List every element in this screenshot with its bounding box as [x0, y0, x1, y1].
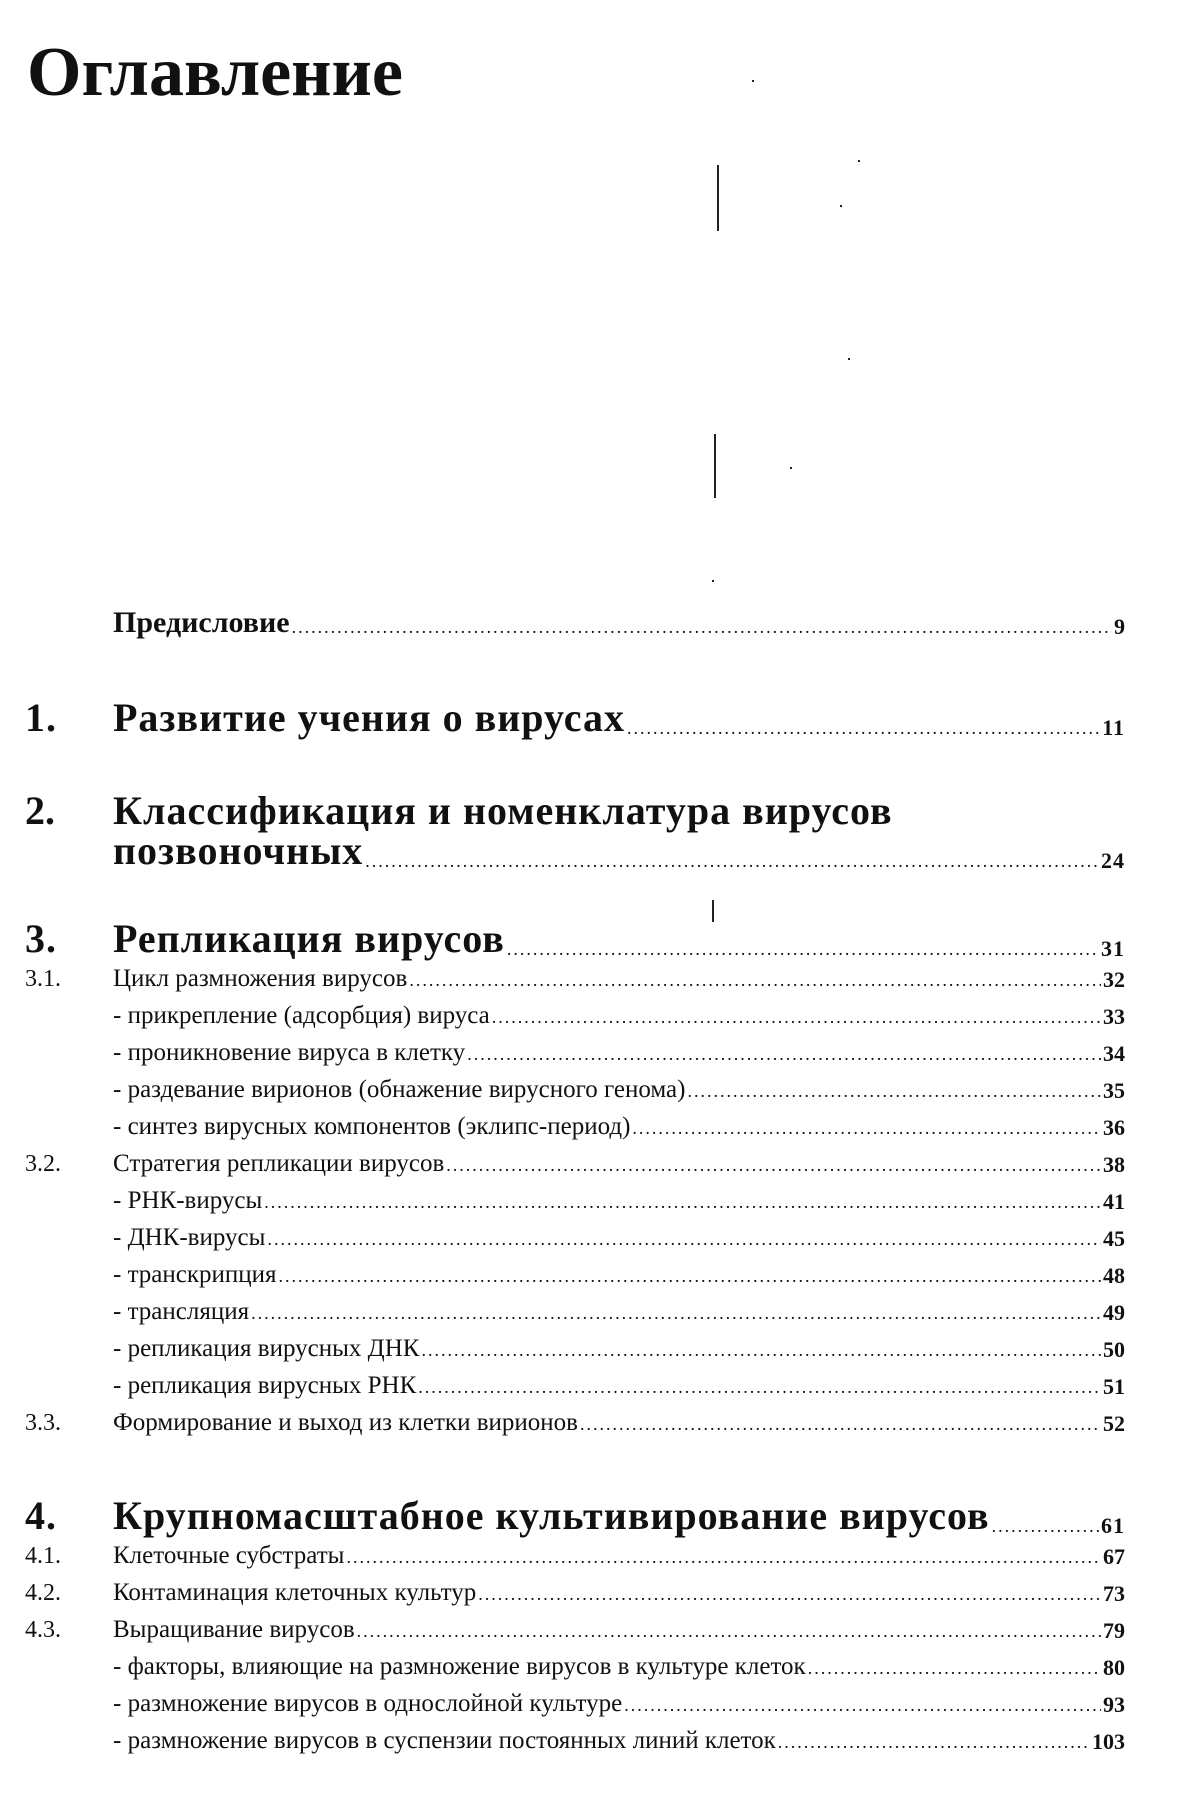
toc-subentry[interactable] — [25, 1335, 1125, 1363]
scan-artifact-dot — [752, 80, 754, 82]
scan-artifact-dot — [790, 467, 792, 469]
toc-entry-title: Формирование и выход из клетки вирионов — [113, 1409, 578, 1436]
toc-entry-title: - размножение вирусов в однослойной культуре — [113, 1690, 623, 1717]
toc-entry-title: Стратегия репликации вирусов — [113, 1150, 445, 1177]
scan-artifact-dot — [840, 205, 842, 207]
toc-page-number: 48 — [1103, 1263, 1125, 1288]
toc-subentry[interactable] — [25, 1002, 1125, 1030]
toc-entry-preface[interactable] — [25, 606, 1125, 640]
toc-page-number: 11 — [1102, 715, 1125, 740]
toc-page-number: 33 — [1103, 1004, 1125, 1029]
dot-leader — [808, 1659, 1101, 1681]
toc-page-number: 38 — [1103, 1152, 1125, 1177]
dot-leader — [251, 1304, 1101, 1326]
toc-subentry[interactable] — [25, 1150, 1125, 1178]
toc-entry-title: Предисловие — [113, 606, 290, 639]
toc-page-number: 80 — [1103, 1655, 1125, 1680]
toc-chapter-4[interactable] — [25, 1492, 1125, 1539]
toc-entry-title: - транскрипция — [113, 1261, 277, 1288]
chapter-number: 4. — [25, 1493, 57, 1538]
toc-subentry[interactable] — [25, 965, 1125, 993]
toc-page-number: 50 — [1103, 1337, 1125, 1362]
chapter-number: 1. — [25, 695, 57, 740]
toc-subentry[interactable] — [25, 1298, 1125, 1326]
dot-leader — [264, 1193, 1101, 1215]
toc-entry-title: - раздевание вирионов (обнажение вирусного генома) — [113, 1076, 686, 1103]
toc-subentry[interactable] — [25, 1579, 1125, 1607]
chapter-number: 2. — [25, 788, 55, 833]
dot-leader — [992, 1517, 1099, 1539]
dot-leader — [580, 1415, 1101, 1437]
scan-artifact-dot — [848, 358, 850, 360]
chapter-title-line1: Классификация и номенклатура вирусов — [113, 788, 893, 833]
toc-page-number: 36 — [1103, 1115, 1125, 1140]
toc-page-number: 35 — [1103, 1078, 1125, 1103]
toc-page-number: 41 — [1103, 1189, 1125, 1214]
chapter-title-line2: позвоночных — [113, 828, 364, 873]
toc-page-number: 103 — [1092, 1729, 1125, 1754]
dot-leader — [421, 1341, 1101, 1363]
toc-subentry[interactable] — [25, 1690, 1125, 1718]
toc-page-number: 52 — [1103, 1411, 1125, 1436]
dot-leader — [687, 1082, 1101, 1104]
chapter-title: Крупномасштабное культивирование вирусов — [113, 1493, 990, 1538]
toc-entry-title: - репликация вирусных ДНК — [113, 1335, 420, 1362]
dot-leader — [492, 1008, 1101, 1030]
dot-leader — [346, 1548, 1101, 1570]
section-number: 4.3. — [25, 1617, 61, 1643]
dot-leader — [418, 1378, 1101, 1400]
dot-leader — [446, 1156, 1101, 1178]
dot-leader — [279, 1267, 1101, 1289]
section-number: 4.2. — [25, 1580, 61, 1606]
toc-subentry[interactable] — [25, 1372, 1125, 1400]
toc-subentry[interactable] — [25, 1727, 1125, 1755]
scan-artifact-dot — [858, 160, 860, 162]
toc-page-number: 73 — [1103, 1581, 1125, 1606]
dot-leader — [478, 1585, 1101, 1607]
toc-page-number: 24 — [1101, 848, 1125, 873]
toc-page-number: 34 — [1103, 1041, 1125, 1066]
chapter-title: Репликация вирусов — [113, 916, 505, 961]
toc-entry-title: Выращивание вирусов — [113, 1616, 355, 1643]
toc-page-number: 67 — [1103, 1544, 1125, 1569]
toc-chapter-1[interactable] — [25, 694, 1125, 741]
scan-artifact-line — [714, 434, 716, 498]
toc-page-number: 45 — [1103, 1226, 1125, 1251]
toc-subentry[interactable] — [25, 1224, 1125, 1252]
toc-subentry[interactable] — [25, 1076, 1125, 1104]
dot-leader — [292, 618, 1112, 640]
toc-entry-title: - факторы, влияющие на размножение вирусов в культуре клеток — [113, 1653, 806, 1680]
dot-leader — [778, 1733, 1090, 1755]
toc-entry-title: Клеточные субстраты — [113, 1542, 345, 1569]
scan-artifact-dot — [712, 580, 714, 582]
toc-subentry[interactable] — [25, 1616, 1125, 1644]
toc-page-number: 79 — [1103, 1618, 1125, 1643]
dot-leader — [267, 1230, 1101, 1252]
toc-subentry[interactable] — [25, 1113, 1125, 1141]
toc-entry-title: - трансляция — [113, 1298, 250, 1325]
toc-entry-title: - репликация вирусных РНК — [113, 1372, 417, 1399]
toc-page-number: 31 — [1101, 936, 1125, 961]
toc-subentry[interactable] — [25, 1409, 1125, 1437]
toc-chapter-2[interactable] — [25, 827, 1125, 874]
section-number: 4.1. — [25, 1543, 61, 1569]
page-title: Оглавление — [27, 34, 403, 111]
toc-entry-title: - синтез вирусных компонентов (эклипс-период) — [113, 1113, 631, 1140]
toc-chapter-3[interactable] — [25, 915, 1125, 962]
toc-subentry[interactable] — [25, 1261, 1125, 1289]
toc-entry-title: - РНК-вирусы — [113, 1187, 263, 1214]
dot-leader — [624, 1696, 1101, 1718]
toc-page-number: 93 — [1103, 1692, 1125, 1717]
dot-leader — [409, 971, 1101, 993]
toc-entry-title: - ДНК-вирусы — [113, 1224, 266, 1251]
toc-page-number: 9 — [1114, 614, 1125, 639]
toc-entry-title: - проникновение вируса в клетку — [113, 1039, 466, 1066]
chapter-number: 3. — [25, 916, 57, 961]
toc-entry-title: - прикрепление (адсорбция) вируса — [113, 1002, 490, 1029]
toc-entry-title: Контаминация клеточных культур — [113, 1579, 477, 1606]
dot-leader — [357, 1622, 1101, 1644]
chapter-title: Развитие учения о вирусах — [113, 695, 626, 740]
toc-page-number: 51 — [1103, 1374, 1125, 1399]
dot-leader — [365, 852, 1099, 874]
toc-subentry[interactable] — [25, 1542, 1125, 1570]
toc-subentry[interactable] — [25, 1653, 1125, 1681]
section-number: 3.3. — [25, 1410, 61, 1436]
toc-subentry[interactable] — [25, 1187, 1125, 1215]
toc-page-number: 32 — [1103, 967, 1125, 992]
scan-artifact-line — [717, 165, 719, 231]
toc-subentry[interactable] — [25, 1039, 1125, 1067]
toc-entry-title: - размножение вирусов в суспензии постоянных линий клеток — [113, 1727, 776, 1754]
toc-page-number: 61 — [1101, 1513, 1125, 1538]
dot-leader — [467, 1045, 1101, 1067]
toc-entry-title: Цикл размножения вирусов — [113, 965, 408, 992]
toc-page-number: 49 — [1103, 1300, 1125, 1325]
dot-leader — [507, 940, 1099, 962]
dot-leader — [627, 719, 1100, 741]
section-number: 3.1. — [25, 966, 61, 992]
section-number: 3.2. — [25, 1151, 61, 1177]
dot-leader — [632, 1119, 1101, 1141]
